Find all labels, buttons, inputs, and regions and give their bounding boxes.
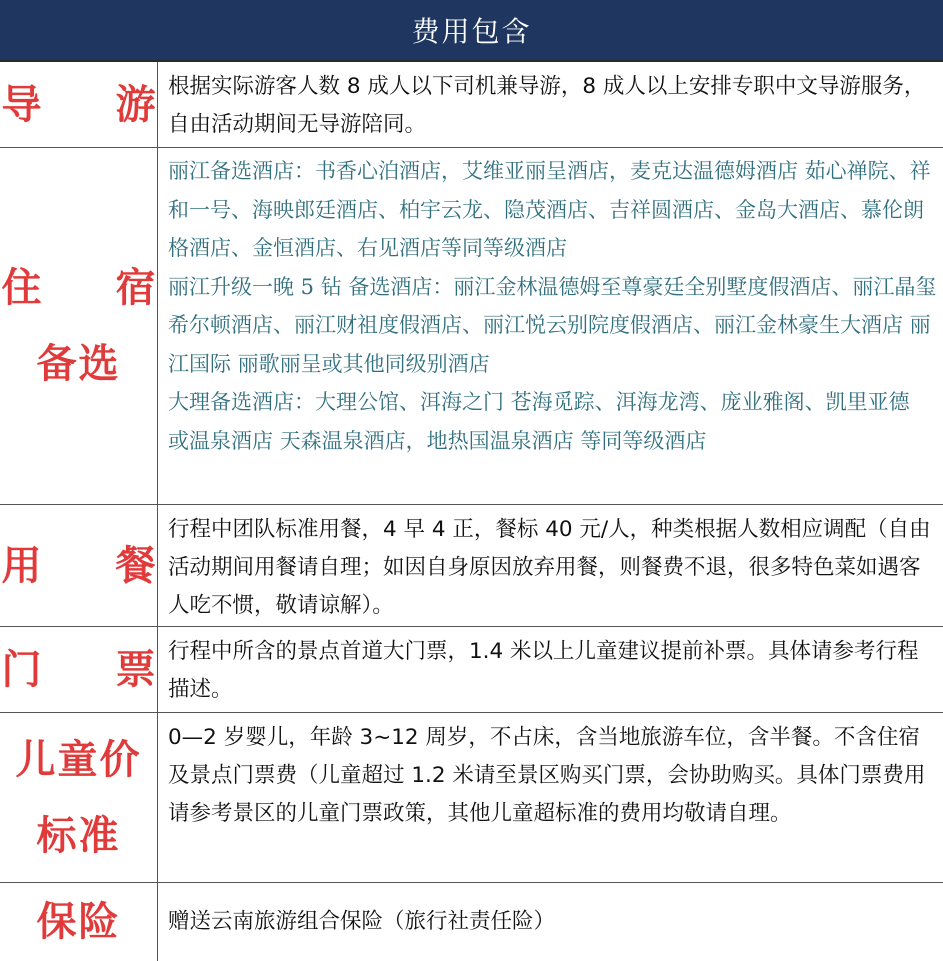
label-ticket-text: 门 票 (1, 646, 186, 693)
table-header (0, 0, 943, 62)
label-guide (0, 62, 186, 147)
content-accommodation (158, 148, 943, 504)
guide-text: 根据实际游客人数 8 成人以下司机兼导游，8 成人以上安排专职中文导游服务，自由活动期间无导游陪同。 (168, 74, 926, 137)
meal-text: 行程中团队标准用餐，4 早 4 正，餐标 40 元/人，种类根据人数相应调配（自由活动期间用餐请自理；如因自身原因放弃用餐，则餐费不退，很多特色菜如遇客人吃不惯，敬请谅解）。 (168, 517, 931, 618)
label-insurance (0, 883, 158, 961)
row-guide (0, 62, 943, 148)
content-guide (158, 62, 943, 147)
content-ticket (158, 627, 943, 712)
row-child-price (0, 713, 943, 883)
hotel-lijiang-upgrade-options: 丽江升级一晚 5 钻 备选酒店：丽江金林温德姆至尊豪廷全别墅度假酒店、丽江晶玺希尔顿酒店、丽江财祖度假酒店、丽江悦云别院度假酒店、丽江金林豪生大酒店 丽江国际 丽歌丽呈或其他同级别酒店 (168, 274, 937, 376)
label-child-line1: 儿童价 (15, 736, 142, 783)
content-child-price (158, 713, 943, 882)
label-child-price (0, 713, 158, 882)
table-title: 费用包含 (411, 15, 532, 48)
child-price-text: 0—2 岁婴儿，年龄 3~12 周岁，不占床，含当地旅游车位，含半餐。不含住宿及景点门票费（儿童超过 1.2 米请至景区购买门票，会协助购买。具体门票费用请参考景区的儿童门票政策，其他儿童超标准的费用均敬请自理。 (168, 725, 926, 826)
hotel-lijiang-options: 丽江备选酒店：书香心泊酒店，艾维亚丽呈酒店，麦克达温德姆酒店 茹心禅院、祥和一号、海映郎廷酒店、柏宇云龙、隐茂酒店、吉祥圆酒店、金岛大酒店、慕伦朗格酒店、金恒酒店、右见酒店等同等级酒店 (168, 159, 931, 260)
label-child-line2: 标准 (36, 812, 121, 859)
row-meal (0, 505, 943, 627)
content-insurance (158, 883, 943, 961)
label-meal (0, 505, 186, 626)
label-insurance-text: 保险 (36, 899, 121, 945)
label-accommodation-line2: 备选 (36, 341, 121, 387)
label-accommodation-line1: 住 宿 (1, 265, 186, 311)
row-accommodation (0, 148, 943, 505)
insurance-text: 赠送云南旅游组合保险（旅行社责任险） (168, 909, 556, 934)
content-meal (158, 505, 943, 626)
row-insurance (0, 883, 943, 961)
row-ticket (0, 627, 943, 713)
label-guide-text: 导 游 (1, 81, 186, 128)
hotel-dali-options: 大理备选酒店：大理公馆、洱海之门 苍海觅踪、洱海龙湾、庞业雅阁、凯里亚德 或温泉酒店 天森温泉酒店，地热国温泉酒店 等同等级酒店 (168, 390, 910, 453)
label-accommodation (0, 148, 186, 504)
label-meal-text: 用 餐 (1, 542, 186, 589)
label-ticket (0, 627, 186, 712)
ticket-text: 行程中所含的景点首道大门票，1.4 米以上儿童建议提前补票。具体请参考行程描述。 (168, 639, 919, 702)
